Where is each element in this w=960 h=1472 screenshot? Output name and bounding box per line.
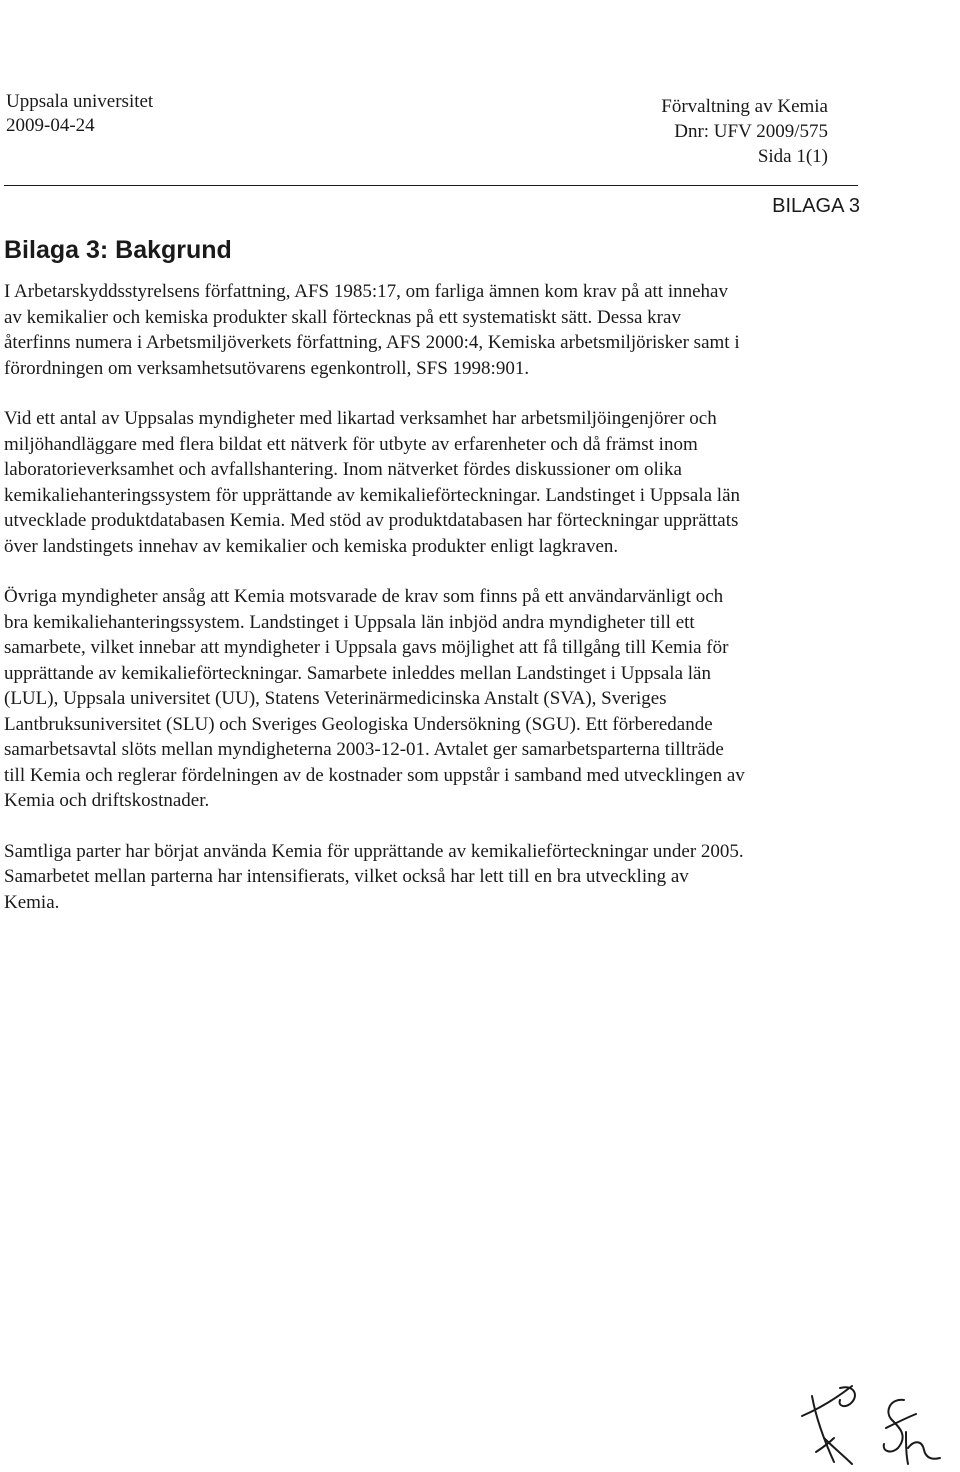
text-line: återfinns numera i Arbetsmiljöverkets författning, AFS 2000:4, Kemiska arbetsmiljörisker samt i: [4, 332, 740, 353]
department-name: Förvaltning av Kemia: [661, 96, 828, 117]
header-rule: [4, 185, 858, 186]
text-line: bra kemikaliehanteringssystem. Landstinget i Uppsala län inbjöd andra myndigheter till ett: [4, 611, 695, 633]
text-line: laboratorieverksamhet och avfallshantering. Inom nätverket fördes diskussioner om olika: [4, 459, 682, 480]
document-body: [4, 279, 862, 940]
text-line: upprättande av kemikalieförteckningar. Samarbete inleddes mellan Landstinget i Uppsala län: [4, 662, 711, 684]
text-line: samarbetsavtal slöts mellan myndigheterna 2003-12-01. Avtalet ger samarbetsparterna tillträde: [4, 739, 724, 760]
text-line: förordningen om verksamhetsutövarens egenkontroll, SFS 1998:901.: [4, 357, 530, 379]
text-line: Vid ett antal av Uppsalas myndigheter med likartad verksamhet har arbetsmiljöingenjörer och: [4, 408, 717, 429]
text-line: I Arbetarskyddsstyrelsens författning, AFS 1985:17, om farliga ämnen kom krav på att innehav: [4, 281, 728, 302]
paragraph-2: [4, 406, 862, 559]
page-number: Sida 1(1): [757, 146, 828, 167]
appendix-label: BILAGA 3: [772, 195, 860, 217]
paragraph-4: [4, 839, 862, 916]
text-line: miljöhandläggare med flera bildat ett nätverk för utbyte av erfarenheter och då främst inom: [4, 433, 698, 455]
text-line: (LUL), Uppsala universitet (UU), Statens Veterinärmedicinska Anstalt (SVA), Sveriges: [4, 688, 667, 709]
paragraph-1: [4, 279, 862, 381]
text-line: Samarbetet mellan parterna har intensifierats, vilket också har lett till en bra utveckling av: [4, 866, 689, 887]
document-title: Bilaga 3: Bakgrund: [4, 236, 232, 264]
text-line: Övriga myndigheter ansåg att Kemia motsvarade de krav som finns på ett användarvänligt och: [4, 586, 724, 607]
text-line: Kemia.: [4, 891, 60, 913]
document-date: 2009-04-24: [6, 115, 95, 136]
initials-signature: [794, 1378, 944, 1468]
text-line: av kemikalier och kemiska produkter skall förtecknas på ett systematiskt sätt. Dessa krav: [4, 306, 681, 328]
text-line: över landstingets innehav av kemikalier och kemiska produkter enligt lagkraven.: [4, 535, 619, 557]
institution-name: Uppsala universitet: [6, 91, 154, 112]
paragraph-3: [4, 584, 862, 814]
header-right: [661, 94, 828, 169]
text-line: till Kemia och reglerar fördelningen av de kostnader som uppstår i samband med utvecklingen av: [4, 764, 745, 786]
text-line: Lantbruksuniversitet (SLU) och Sveriges Geologiska Undersökning (SGU). Ett förberedande: [4, 713, 713, 735]
text-line: Samtliga parter har börjat använda Kemia för upprättande av kemikalieförteckningar under 2005.: [4, 840, 744, 862]
text-line: kemikaliehanteringssystem för upprättande av kemikalieförteckningar. Landstinget i Uppsala län: [4, 484, 741, 506]
header-left: [6, 90, 153, 138]
text-line: samarbete, vilket innebar att myndigheter i Uppsala gavs möjlighet att få tillgång till Kemia för: [4, 637, 729, 658]
text-line: utvecklade produktdatabasen Kemia. Med stöd av produktdatabasen har förteckningar upprättats: [4, 510, 739, 531]
text-line: Kemia och driftskostnader.: [4, 790, 210, 811]
registration-number: Dnr: UFV 2009/575: [674, 121, 828, 142]
